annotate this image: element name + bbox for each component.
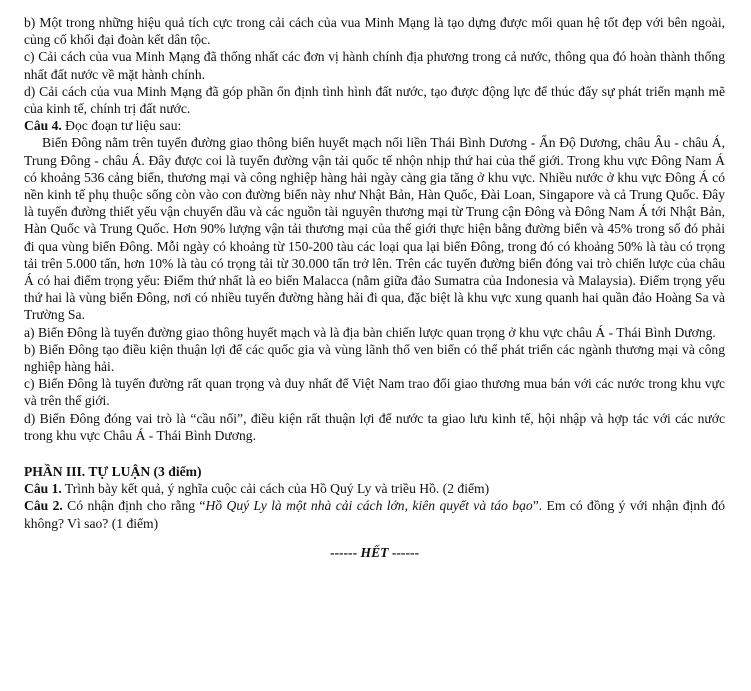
essay-question-2-text-b: ”. Em có đồng ý với nhận định đó không? Vì sao? (1 điểm) — [24, 498, 725, 531]
end-dashes-left: ------ — [329, 544, 361, 560]
end-marker — [24, 544, 725, 561]
question-4-prompt: Đọc đoạn tư liệu sau: — [61, 118, 182, 134]
essay-question-1-label: Câu 1. — [24, 481, 62, 497]
essay-question-2-text-a: Có nhận định cho rằng “ — [62, 498, 206, 514]
end-word: HẾT — [360, 544, 389, 560]
essay-question-1-text: Trình bày kết quả, ý nghĩa cuộc cải cách của Hồ Quý Ly và triều Hồ. (2 điểm) — [61, 481, 490, 497]
option-d-minh-mang: d) Cải cách của vua Minh Mạng đã góp phần ổn định tình hình đất nước, tạo được động lực để thúc đẩy sự phát triển mạnh mẽ của kinh tế, chính trị đất nước. — [24, 83, 725, 117]
spacer — [24, 444, 725, 461]
essay-question-2-quote: Hồ Quý Ly là một nhà cải cách lớn, kiên quyết và táo bạo — [205, 498, 533, 514]
question-4-label: Câu 4. — [24, 118, 62, 134]
end-dashes-right: ------ — [388, 544, 420, 560]
essay-question-1 — [24, 480, 725, 497]
question-4 — [24, 117, 725, 134]
option-c-minh-mang: c) Cải cách của vua Minh Mạng đã thống nhất các đơn vị hành chính địa phương trong cả nước, thông qua đó hoàn thành thống nhất đất nước về mặt hành chính. — [24, 49, 725, 82]
essay-question-2-label: Câu 2. — [24, 498, 63, 514]
essay-question-2 — [24, 497, 725, 531]
q4-option-a: a) Biển Đông là tuyến đường giao thông huyết mạch và là địa bàn chiến lược quan trọng ở khu vực châu Á - Thái Bình Dương. — [24, 324, 716, 340]
q4-option-b: b) Biển Đông tạo điều kiện thuận lợi để các quốc gia và vùng lãnh thổ ven biển có thể phát triển các ngành thương mại và công nghiệp hàng hải. — [24, 341, 725, 375]
q4-option-d: d) Biển Đông đóng vai trò là “cầu nối”, điều kiện rất thuận lợi để nước ta giao lưu kinh tế, hội nhập và hợp tác với các nước trong khu vực Châu Á - Thái Bình Dương. — [24, 410, 725, 443]
q4-option-c: c) Biển Đông là tuyến đường rất quan trọng và duy nhất để Việt Nam trao đổi giao thương mua bán với các nước trong khu vực và trên thế giới. — [24, 376, 725, 409]
part-3-heading: PHẦN III. TỰ LUẬN (3 điểm) — [24, 464, 202, 480]
question-4-passage: Biển Đông nằm trên tuyến đường giao thông biển huyết mạch nối liền Thái Bình Dương - Ấn Độ Dương, châu Âu - châu Á, Trung Đông - châu Á. Đây được coi là tuyến đường vận tải quốc tế nhộn nhịp thứ hai của thế giới. Trong khu vực Đông Nam Á có khoảng 536 cảng biển, thương mại và công nghiệp hàng hải ngày càng gia tăng ở khu vực. Nhiều nước ở khu vực Đông Á có nền kinh tế phụ thuộc sống còn vào con đường biển này như Nhật Bản, Hàn Quốc, Đài Loan, Singapore và cả Trung Quốc. Đây là tuyến đường thiết yếu vận chuyển dầu và các nguồn tài nguyên thương mại từ Trung cận Đông và Đông Nam Á tới Nhật Bản, Hàn Quốc và Trung Quốc. Hơn 90% lượng vận tải thương mại của thế giới thực hiện bằng đường biển và 45% trong số đó phải đi qua vùng biển Đông. Mỗi ngày có khoảng từ 150-200 tàu các loại qua lại biển Đông, trong đó có khoảng 50% là tàu có trọng tải trên 5.000 tấn, hơn 10% là tàu có trọng tải từ 30.000 tấn trở lên. Trên các tuyến đường biển đóng vai trò chiến lược của châu Á có hai điểm trọng yếu: Điểm thứ nhất là eo biển Malacca (nằm giữa đảo Sumatra của Indonesia và Malaysia). Điểm trọng yếu thứ hai là vùng biển Đông, nơi có nhiều tuyến đường hàng hải đi qua, đặc biệt là khu vực xung quanh hai quần đảo Hoàng Sa và Trường Sa. — [24, 135, 725, 323]
option-b-minh-mang: b) Một trong những hiệu quả tích cực trong cải cách của vua Minh Mạng là tạo dựng được mối quan hệ tốt đẹp với bên ngoài, củng cố khối đại đoàn kết dân tộc. — [24, 15, 725, 48]
